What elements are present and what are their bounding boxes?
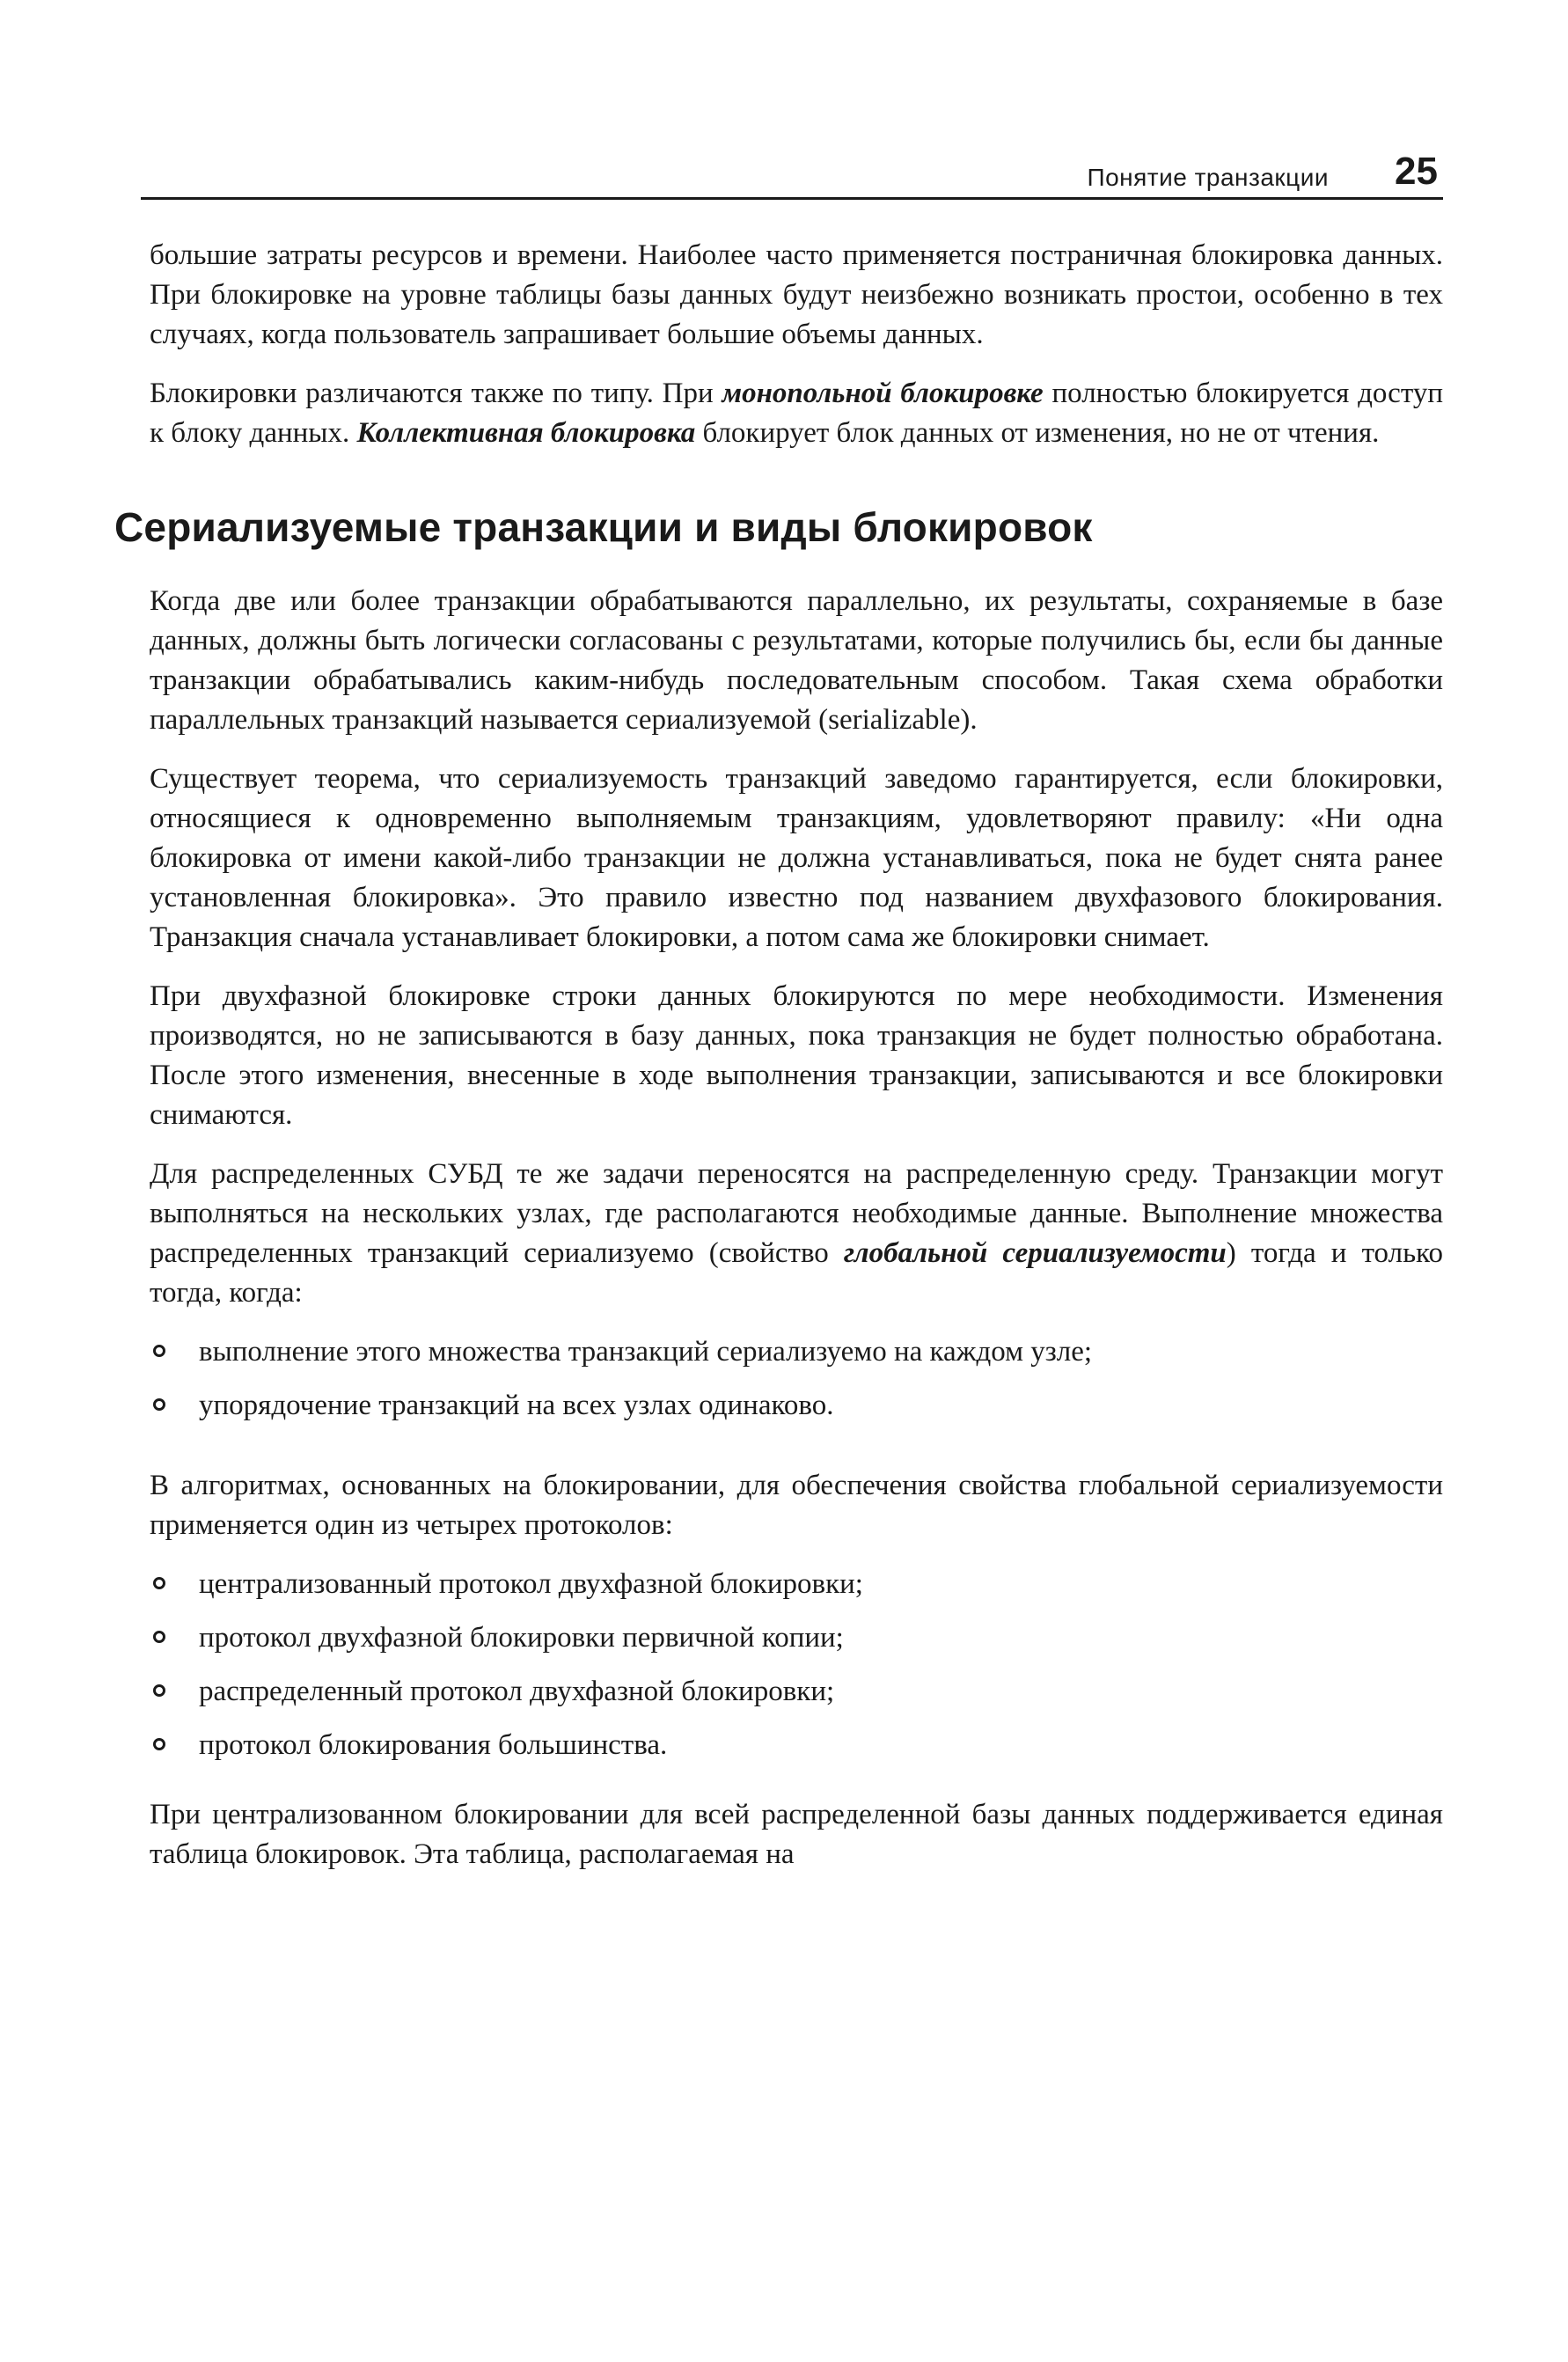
paragraph-distributed [150,1155,1443,1313]
list-item-text: выполнение этого множества транзакций сериализуемо на каждом узле; [199,1336,1093,1368]
section-heading: Сериализуемые транзакции и виды блокировок [114,504,1093,550]
paragraph-text: Блокировки различаются также по типу. При [150,378,722,409]
list-item [150,1726,1443,1765]
paragraph-centralized: При централизованном блокировании для всей распределенной базы данных поддерживается единая таблица блокировок. Эта таблица, располагаемая на [150,1799,1443,1870]
protocols-list [150,1565,1443,1765]
list-item-text: упорядочение транзакций на всех узлах одинаково. [199,1390,834,1421]
list-item-text: протокол двухфазной блокировки первичной копии; [199,1622,844,1654]
list-item-text: централизованный протокол двухфазной блокировки; [199,1568,863,1600]
list-item [150,1332,1443,1372]
list-item [150,1386,1443,1426]
list-item [150,1565,1443,1604]
list-item [150,1672,1443,1712]
paragraph-protocols-intro: В алгоритмах, основанных на блокировании, для обеспечения свойства глобальной сериализуемости применяется один из четырех протоколов: [150,1470,1443,1541]
paragraph-text: блокирует блок данных от изменения, но не от чтения. [695,417,1380,449]
bullet-circle-icon [153,1738,165,1750]
running-header [141,141,1443,200]
paragraph-intro-2 [150,374,1443,453]
bullet-circle-icon [153,1398,165,1411]
term-shared-lock: Коллективная блокировка [356,417,696,449]
paragraph-text: Для распределенных СУБД те же задачи переносятся на распределенную среду. Транзакции могут выполняться на нескольких узлах, где располагаются необходимые данные. Выполнение множества распределенных транзакций сериализуемо (свойство [150,1158,1443,1269]
spacer [150,1456,1443,1466]
bullet-circle-icon [153,1345,165,1357]
term-global-serializability: глобальной сериализуемости [843,1237,1227,1269]
list-item-text: протокол блокирования большинства. [199,1729,668,1761]
paragraph-serializable: Когда две или более транзакции обрабатываются параллельно, их результаты, сохраняемые в базе данных, должны быть логически согласованы с результатами, которые получились бы, если бы данные транзакции обрабатывались каким-нибудь последовательным способом. Такая схема обработки параллельных транзакций называется сериализуемой (serializable). [150,585,1443,736]
conditions-list [150,1332,1443,1426]
paragraph-two-phase: При двухфазной блокировке строки данных блокируются по мере необходимости. Изменения производятся, но не записываются в базу данных, пока транзакция не будет полностью обработана. После этого изменения, внесенные в ходе выполнения транзакции, записываются и все блокировки снимаются. [150,980,1443,1131]
paragraph-text: ) тогда и только тогда, когда: [150,1237,1443,1309]
running-header-title: Понятие транзакции [1087,164,1329,191]
term-exclusive-lock: монопольной блокировке [722,378,1044,409]
bullet-circle-icon [153,1577,165,1589]
bullet-circle-icon [153,1684,165,1697]
list-item-text: распределенный протокол двухфазной блокировки; [199,1676,835,1707]
page-number: 25 [1395,150,1438,193]
bullet-circle-icon [153,1631,165,1643]
page-content [114,236,1443,1894]
paragraph-theorem: Существует теорема, что сериализуемость транзакций заведомо гарантируется, если блокировки, относящиеся к одновременно выполняемым транзакциям, удовлетворяют правилу: «Ни одна блокировка от имени какой-либо транзакции не должна устанавливаться, пока не будет снята ранее установленная блокировка». Это правило известно под названием двухфазового блокирования. Транзакция сначала устанавливает блокировки, а потом сама же блокировки снимает. [150,763,1443,953]
paragraph-intro-1: большие затраты ресурсов и времени. Наиболее часто применяется постраничная блокировка данных. При блокировке на уровне таблицы базы данных будут неизбежно возникать простои, особенно в тех случаях, когда пользователь запрашивает большие объемы данных. [150,239,1443,350]
paragraph-text: полностью блокируется доступ к блоку данных. [150,378,1443,449]
list-item [150,1618,1443,1658]
